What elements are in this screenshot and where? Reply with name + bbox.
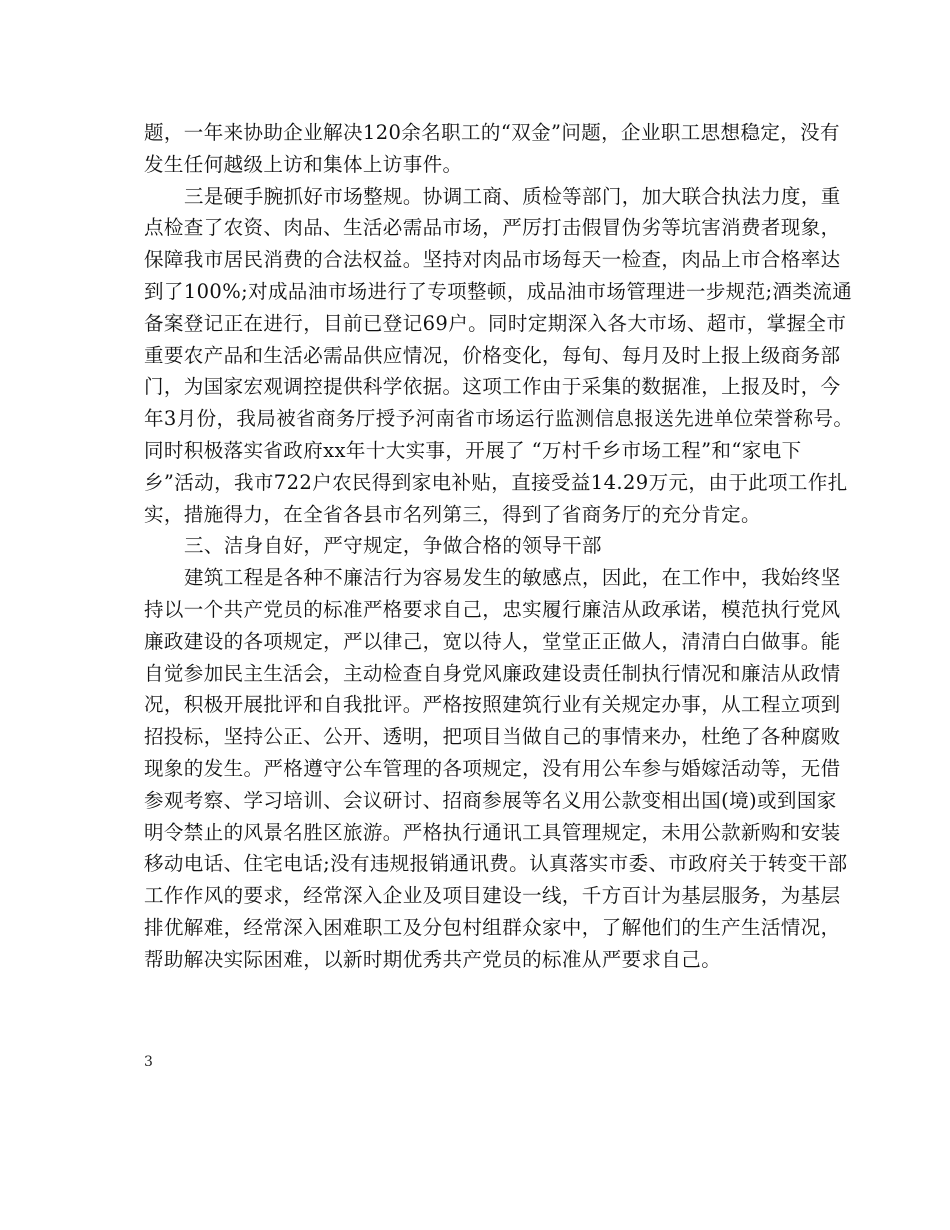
text-line: 题，一年来协助企业解决120余名职工的“双金”问题，企业职工思想稳定，没有 (144, 121, 840, 144)
text-line: 乡”活动，我市722户农民得到家电补贴，直接受益14.29万元，由于此项工作扎 (144, 470, 848, 494)
text-line: 同时积极落实省政府xx年十大实事，开展了 “万村千乡市场工程”和“家电下 (144, 438, 802, 462)
text-line: 备案登记正在进行，目前已登记69户。同时定期深入各大市场、超市，掌握全市 (144, 311, 847, 335)
text-line: 到了100%;对成品油市场进行了专项整顿，成品油市场管理进一步规范;酒类流通 (144, 279, 853, 303)
paragraph-start-line: 建筑工程是各种不廉洁行为容易发生的敏感点，因此，在工作中，我始终坚 (184, 566, 841, 590)
text-line: 况，积极开展批评和自我批评。严格按照建筑行业有关规定办事，从工程立项到 (144, 693, 841, 717)
text-line: 现象的发生。严格遵守公车管理的各项规定，没有用公车参与婚嫁活动等，无借 (144, 756, 841, 780)
text-line: 年3月份，我局被省商务厅授予河南省市场运行监测信息报送先进单位荣誉称号。 (144, 407, 854, 431)
text-line: 保障我市居民消费的合法权益。坚持对肉品市场每天一检查，肉品上市合格率达 (144, 248, 841, 272)
section-heading: 三、洁身自好，严守规定，争做合格的领导干部 (184, 534, 602, 558)
text-line: 明令禁止的风景名胜区旅游。严格执行通讯工具管理规定，未用公款新购和安装 (144, 820, 841, 844)
text-line: 廉政建设的各项规定，严以律己，宽以待人，堂堂正正做人，清清白白做事。能 (144, 629, 841, 653)
text-line: 点检查了农资、肉品、生活必需品市场，严厉打击假冒伪劣等坑害消费者现象， (144, 216, 841, 240)
text-line: 实，措施得力，在全省各县市名列第三，得到了省商务厅的充分肯定。 (144, 502, 761, 526)
text-line: 招投标，坚持公正、公开、透明，把项目当做自己的事情来办，杜绝了各种腐败 (144, 725, 841, 749)
page-number: 3 (144, 1054, 153, 1070)
text-line: 工作作风的要求，经常深入企业及项目建设一线，千方百计为基层服务，为基层 (144, 884, 841, 908)
text-line: 排优解难，经常深入困难职工及分包村组群众家中，了解他们的生产生活情况， (144, 915, 841, 939)
text-line: 发生任何越级上访和集体上访事件。 (144, 152, 463, 176)
text-line: 帮助解决实际困难，以新时期优秀共产党员的标准从严要求自己。 (144, 947, 722, 971)
text-line: 持以一个共产党员的标准严格要求自己，忠实履行廉洁从政承诺，模范执行党风 (144, 597, 841, 621)
text-line: 门，为国家宏观调控提供科学依据。这项工作由于采集的数据准，上报及时，今 (144, 375, 841, 399)
text-line: 参观考察、学习培训、会议研讨、招商参展等名义用公款变相出国(境)或到国家 (144, 788, 837, 812)
paragraph-start-line: 三是硬手腕抓好市场整规。协调工商、质检等部门，加大联合执法力度，重 (184, 184, 841, 208)
text-line: 移动电话、住宅电话;没有违规报销通讯费。认真落实市委、市政府关于转变干部 (144, 852, 848, 876)
text-line: 重要农产品和生活必需品供应情况，价格变化，每旬、每月及时上报上级商务部 (144, 343, 841, 367)
body-text (144, 117, 854, 976)
text-line: 自觉参加民主生活会，主动检查自身党风廉政建设责任制执行情况和廉洁从政情 (144, 661, 841, 685)
